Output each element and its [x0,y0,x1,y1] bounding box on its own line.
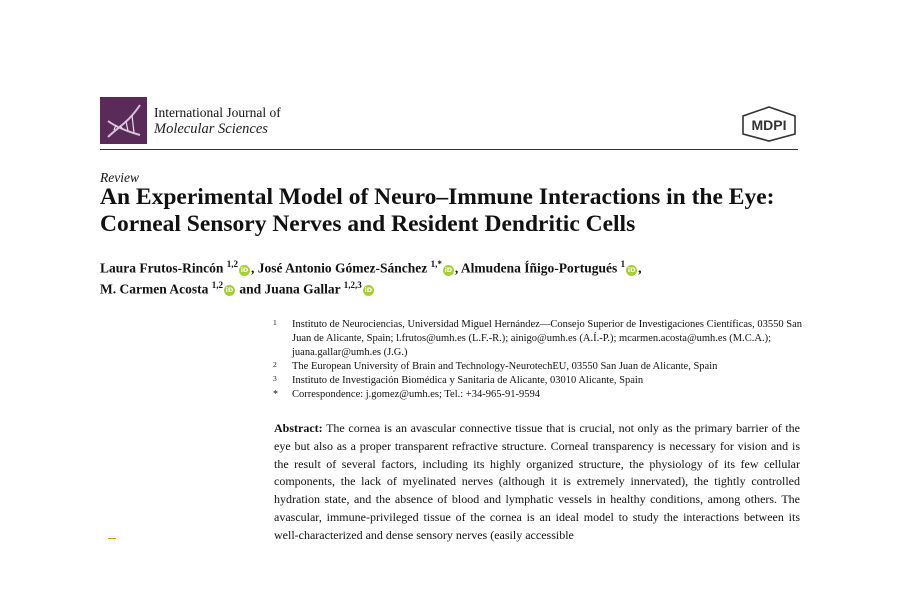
journal-name-line2: Molecular Sciences [154,121,268,137]
orcid-icon[interactable]: iD [627,265,636,274]
author-name: Laura Frutos-Rincón [100,260,224,276]
margin-mark [108,538,116,539]
mdpi-logo-text: MDPI [751,117,787,133]
author-separator: , [638,260,642,276]
affiliation-text: The European University of Brain and Technology-NeurotechEU, 03550 San Juan de Alicante, Spain [292,361,718,372]
affiliations [273,318,803,402]
affiliation-item [273,374,803,388]
author-separator: and [235,281,265,296]
orcid-icon[interactable]: iD [444,265,453,274]
journal-name [154,104,281,138]
mdpi-logo [741,106,797,142]
affiliation-text: Instituto de Investigación Biomédica y Sanitaria de Alicante, 03010 Alicante, Spain [292,375,644,386]
author-name: Almudena Íñigo-Portugués [460,260,618,276]
author-affiliation-marker: 1,2 [211,279,223,290]
author-name: Juana Gallar [264,281,341,296]
author-affiliation-marker: 1,* [430,259,442,269]
author-name: M. Carmen Acosta [100,281,209,296]
correspondence-item [273,388,803,402]
abstract-label: Abstract: [274,421,323,435]
article-title: An Experimental Model of Neuro–Immune Interactions in the Eye: Corneal Sensory Nerves and Resident Dendritic Cells [100,184,775,237]
affiliation-text: Instituto de Neurociencias, Universidad Miguel Hernández—Consejo Superior de Investigaciones Científicas, 03550 San Juan de Alicante, Spain; l.frutos@umh.es (L.F.-R.); ainigo@umh.es (A.Í.-P.); mcarmen.acosta@umh.es (M.C.A.); juana.gallar@umh.es (J.G.) [292,319,802,358]
orcid-icon[interactable]: iD [225,286,234,294]
journal-logo [100,97,147,144]
affiliation-marker: 2 [273,360,277,369]
author-separator: , [454,260,461,276]
author-list [100,256,820,297]
author-affiliation-marker: 1,2,3 [343,279,362,290]
orcid-icon[interactable]: iD [240,265,249,274]
author-affiliation-marker: 1,2 [226,259,239,269]
author-affiliation-marker: 1 [620,259,626,269]
author-name: José Antonio Gómez-Sánchez [257,260,428,276]
correspondence-marker: * [273,389,278,400]
article-type: Review [100,170,139,185]
orcid-icon[interactable]: iD [364,286,373,294]
affiliation-item [273,360,803,374]
author-separator: , [251,260,258,276]
abstract-text: The cornea is an avascular connective tissue that is crucial, not only as the primary barrier of the eye but also as a proper transparent refractive structure. Corneal transparency is necessary for vision and is the result of several factors, including its highly organized structure, the physiology of its few cellular components, the lack of myelinated nerves (although it is extremely innervated), the tightly controlled hydration state, and the absence of blood and lymphatic vessels in healthy conditions, among others. The avascular, immune-privileged tissue of the cornea is an ideal model to study the interactions between its well-characterized and dense sensory nerves (easily accessible [274,421,800,542]
dna-helix-icon [100,97,147,144]
correspondence-text: Correspondence: j.gomez@umh.es; Tel.: +34-965-91-9594 [292,389,540,400]
abstract [274,420,800,545]
affiliation-item [273,318,803,360]
header-divider [100,149,798,150]
affiliation-marker: 1 [273,318,277,327]
journal-name-line1: International Journal of [154,105,281,120]
affiliation-marker: 3 [273,374,277,383]
